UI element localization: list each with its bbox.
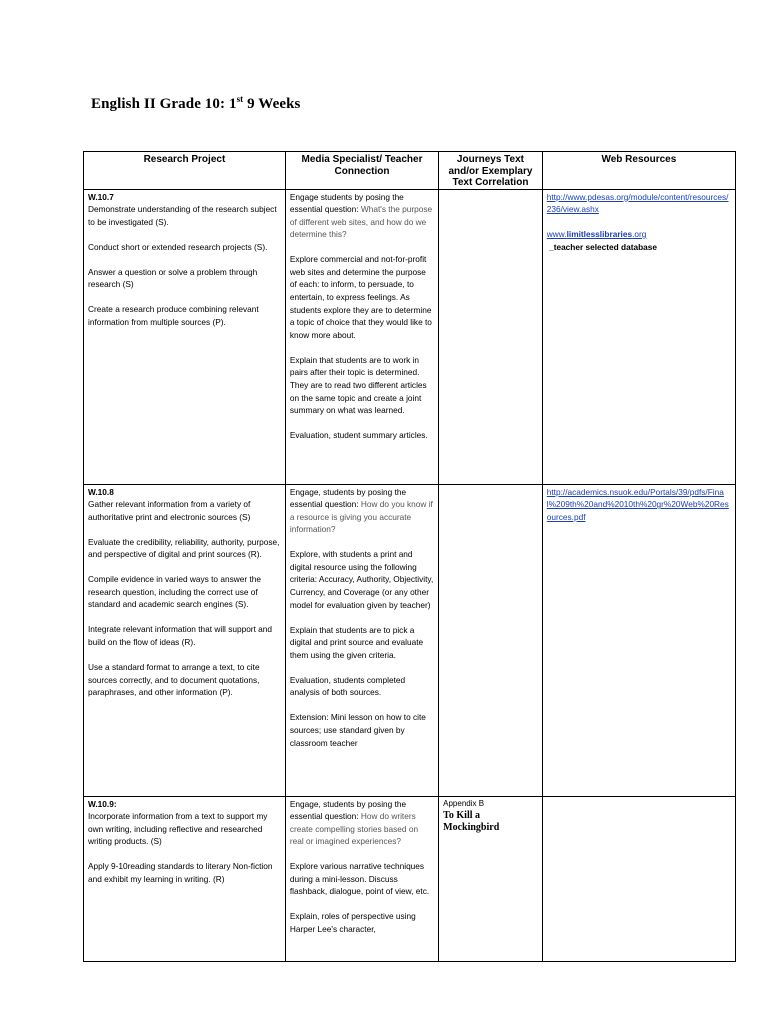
web-cell xyxy=(542,189,735,484)
table-header-row xyxy=(84,152,736,190)
media-item: Explain that students are to pick a digital and print source and evaluate them using the given criteria. xyxy=(289,624,424,660)
media-engage: Engage, students by posing the essential question: How do writers create compelling stories based on real or imagined experiences? xyxy=(289,798,419,847)
standard-item: Conduct short or extended research projects (S). xyxy=(88,241,268,252)
web-resource-link[interactable]: http://academics.nsuok.edu/Portals/39/pdfs/Final%209th%20and%2010th%20gr%20Web%20Resources.pdf xyxy=(546,486,729,522)
page-title: English II Grade 10: 1st 9 Weeks xyxy=(91,94,301,112)
web-cell xyxy=(542,484,735,796)
header-journeys-text: Journeys Text and/or Exemplary Text Correlation xyxy=(439,152,543,190)
database-note: _teacher selected database xyxy=(549,241,657,252)
research-cell xyxy=(84,189,286,484)
media-engage: Engage students by posing the essential question: What's the purpose of different web sites, and how do we determine this? xyxy=(289,191,433,240)
research-cell xyxy=(84,796,286,961)
standard-item: Gather relevant information from a variety of authoritative print and electronic sources (S) xyxy=(88,499,251,522)
media-item: Explain that students are to work in pairs after their topic is determined. They are to read two different articles on the same topic and create a joint summary on what was learned. xyxy=(289,354,427,416)
standard-item: Demonstrate understanding of the research subject to be investigated (S). xyxy=(88,204,277,227)
standard-item: Compile evidence in varied ways to answer the research question, including the correct use of standard and academic search engines (S). xyxy=(88,574,261,610)
curriculum-table xyxy=(83,151,736,962)
media-cell xyxy=(285,484,438,796)
media-item: Explore commercial and not-for-profit web sites and determine the purpose of each: to inform, to persuade, to entertain, to express feelings. As students explore they are to determine a topic of choice that they would like to know more about. xyxy=(289,254,432,340)
standard-item: Use a standard format to arrange a text, to cite sources correctly, and to document quotations, paraphrases, and other information (P). xyxy=(88,662,260,698)
table-row xyxy=(84,189,736,484)
table-row xyxy=(84,796,736,961)
research-cell xyxy=(84,484,286,796)
media-engage: Engage, students by posing the essential question: How do you know if a resource is giving you accurate information? xyxy=(289,486,433,535)
journeys-cell xyxy=(439,796,543,961)
web-cell xyxy=(542,796,735,961)
media-item: Evaluation, student summary articles. xyxy=(289,430,428,441)
header-media-specialist: Media Specialist/ Teacher Connection xyxy=(285,152,438,190)
media-item: Explore, with students a print and digital resource using the following criteria: Accuracy, Authority, Objectivity, Currency, and Coverage (or any other model for evaluation given by teacher) xyxy=(289,549,434,610)
standard-item: Answer a question or solve a problem through research (S) xyxy=(88,266,258,290)
media-item: Extension: Mini lesson on how to cite sources; use standard given by classroom teacher xyxy=(289,712,426,748)
standard-item: Create a research produce combining relevant information from multiple sources (P). xyxy=(88,304,259,327)
journeys-cell xyxy=(439,484,543,796)
header-research-project: Research Project xyxy=(84,152,286,190)
exemplar-title: To Kill a Mockingbird xyxy=(443,810,500,834)
standard-item: Integrate relevant information that will support and build on the flow of ideas (R). xyxy=(88,624,273,648)
standard-code: W.10.8 xyxy=(88,486,114,497)
limitless-libraries-link[interactable]: www.limitlesslibraries.org xyxy=(546,229,647,240)
table-row xyxy=(84,484,736,796)
media-cell xyxy=(285,189,438,484)
journeys-cell xyxy=(439,189,543,484)
header-web-resources: Web Resources xyxy=(542,152,735,190)
media-item: Evaluation, students completed analysis of both sources. xyxy=(289,674,406,698)
standard-item: Evaluate the credibility, reliability, authority, purpose, and perspective of digital and print sources (R). xyxy=(88,536,280,560)
standard-code: W.10.7 xyxy=(88,191,114,202)
standard-item: Incorporate information from a text to support my own writing, including reflective and researched writing products. (S) xyxy=(88,811,268,847)
standard-item: Apply 9-10reading standards to literary Non-fiction and exhibit my learning in writing. (R) xyxy=(88,861,273,884)
media-item: Explore various narrative techniques during a mini-lesson. Discuss flashback, dialogue, point of view, etc. xyxy=(289,861,430,897)
media-item: Explain, roles of perspective using Harper Lee's character, xyxy=(289,911,416,935)
web-resource-link[interactable]: http://www.pdesas.org/module/content/resources/236/view.ashx xyxy=(546,191,729,215)
media-cell xyxy=(285,796,438,961)
standard-code: W.10.9: xyxy=(88,798,117,809)
appendix-reference: Appendix B xyxy=(443,798,485,808)
